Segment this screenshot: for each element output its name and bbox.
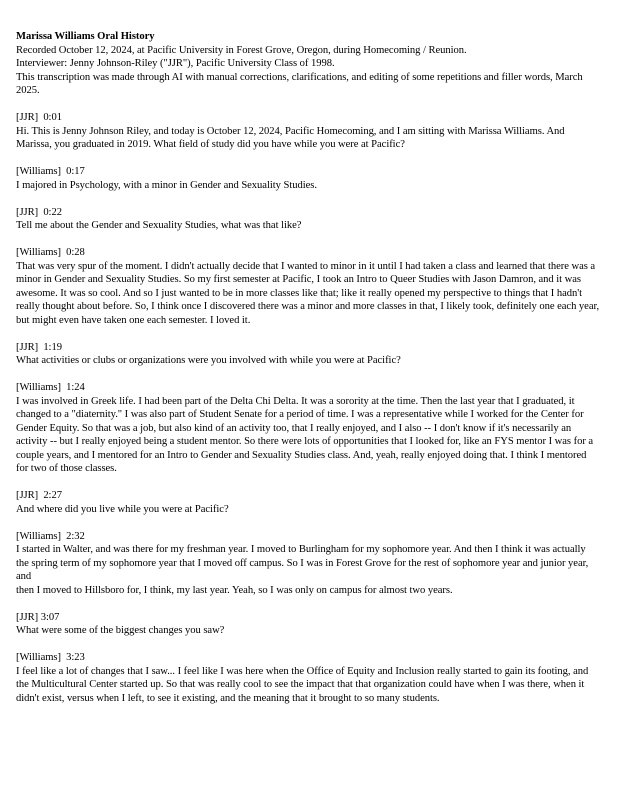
segment-text: Tell me about the Gender and Sexuality Studies, what was that like? bbox=[16, 220, 302, 231]
segment-text: I was involved in Greek life. I had been part of the Delta Chi Delta. It was a sorority at the time. Then the last year that I graduated, it changed to a "diaternity." I was also part of Student Senate for a period of time. I was a representative while I worked for the Center for Gender Equity. So that was a job, but also kind of an activity too, that I really enjoyed, and I also -- I don't know if it's necessarily an activity -- but I really enjoyed being a student mentor. So there were lots of opportunities that I looked for, like an FYS mentor I was for a couple years, and I mentored for an Intro to Gender and Sexuality Studies class. And, yeah, really enjoyed doing that. I think I mentored for two of those classes. bbox=[16, 395, 594, 474]
transcript-segment bbox=[16, 611, 600, 638]
segment-text: I majored in Psychology, with a minor in Gender and Sexuality Studies. bbox=[16, 179, 317, 191]
transcript-segment bbox=[16, 530, 600, 598]
interviewer-info: Interviewer: Jenny Johnson-Riley ("JJR"), Pacific University Class of 1998. bbox=[16, 58, 335, 69]
transcript-segment bbox=[16, 381, 600, 476]
document-title: Marissa Williams Oral History bbox=[16, 31, 155, 42]
speaker-timestamp: [Williams] 3:23 bbox=[16, 652, 85, 663]
transcript-segment bbox=[16, 111, 600, 152]
transcription-note: This transcription was made through AI with manual corrections, clarifications, and editing of some repetitions and filler words, March 2025. bbox=[16, 71, 583, 96]
speaker-timestamp: [JJR] 0:22 bbox=[16, 206, 62, 218]
segment-text: I feel like a lot of changes that I saw... I feel like I was here when the Office of Equity and Inclusion really started to gain its footing, and the Multicultural Center started up. So that was really cool to see the impact that that organization could have when I was there, when it didn't exist, versus when I left, to see it existing, and the meaning that it brought to so many students. bbox=[16, 665, 589, 704]
transcript-segment bbox=[16, 165, 600, 192]
transcript-segment bbox=[16, 206, 600, 233]
speaker-timestamp: [Williams] 0:17 bbox=[16, 166, 85, 177]
segment-text: Hi. This is Jenny Johnson Riley, and today is October 12, 2024, Pacific Homecoming, and I am sitting with Marissa Williams. And Marissa, you graduated in 2019. What field of study did you have while you were at Pacific? bbox=[16, 125, 565, 150]
transcript-segment bbox=[16, 651, 600, 705]
segment-text: What were some of the biggest changes you saw? bbox=[16, 625, 225, 636]
speaker-timestamp: [JJR] 1:19 bbox=[16, 341, 62, 353]
segment-text: That was very spur of the moment. I didn't actually decide that I wanted to minor in it until I had taken a class and learned that there was a minor in Gender and Sexuality Studies. So my first semester at Pacific, I took an Intro to Queer Studies with Jason Damron, and it was awesome. It was so cool. And so I just wanted to be in more classes like that; like it really opened my perspective to things that I hadn't really thought about before. So, I think once I discovered there was a minor and more classes in that, I likely took, definitely one each year, but might even have taken one each semester. I loved it. bbox=[16, 260, 600, 326]
transcript-segment bbox=[16, 341, 600, 368]
speaker-timestamp: [Williams] 0:28 bbox=[16, 247, 85, 258]
segment-text: And where did you live while you were at Pacific? bbox=[16, 503, 229, 515]
recording-info: Recorded October 12, 2024, at Pacific University in Forest Grove, Oregon, during Homecoming / Reunion. bbox=[16, 44, 467, 56]
transcript-segment bbox=[16, 246, 600, 327]
speaker-timestamp: [JJR] 2:27 bbox=[16, 490, 62, 501]
segment-text: What activities or clubs or organizations were you involved with while you were at Pacific? bbox=[16, 355, 401, 366]
speaker-timestamp: [JJR] 0:01 bbox=[16, 112, 62, 123]
speaker-timestamp: [Williams] 1:24 bbox=[16, 382, 85, 393]
document-header bbox=[16, 30, 600, 98]
speaker-timestamp: [JJR] 3:07 bbox=[16, 611, 60, 623]
transcript-segment bbox=[16, 489, 600, 516]
speaker-timestamp: [Williams] 2:32 bbox=[16, 530, 85, 542]
segment-text: I started in Walter, and was there for my freshman year. I moved to Burlingham for my sophomore year. And then I think it was actually the spring term of my sophomore year that I moved off campus. So I was in Forest Grove for the rest of sophomore year and junior year, and then I moved to Hillsboro for, I think, my last year. Yeah, so I was only on campus for almost two years. bbox=[16, 544, 589, 596]
